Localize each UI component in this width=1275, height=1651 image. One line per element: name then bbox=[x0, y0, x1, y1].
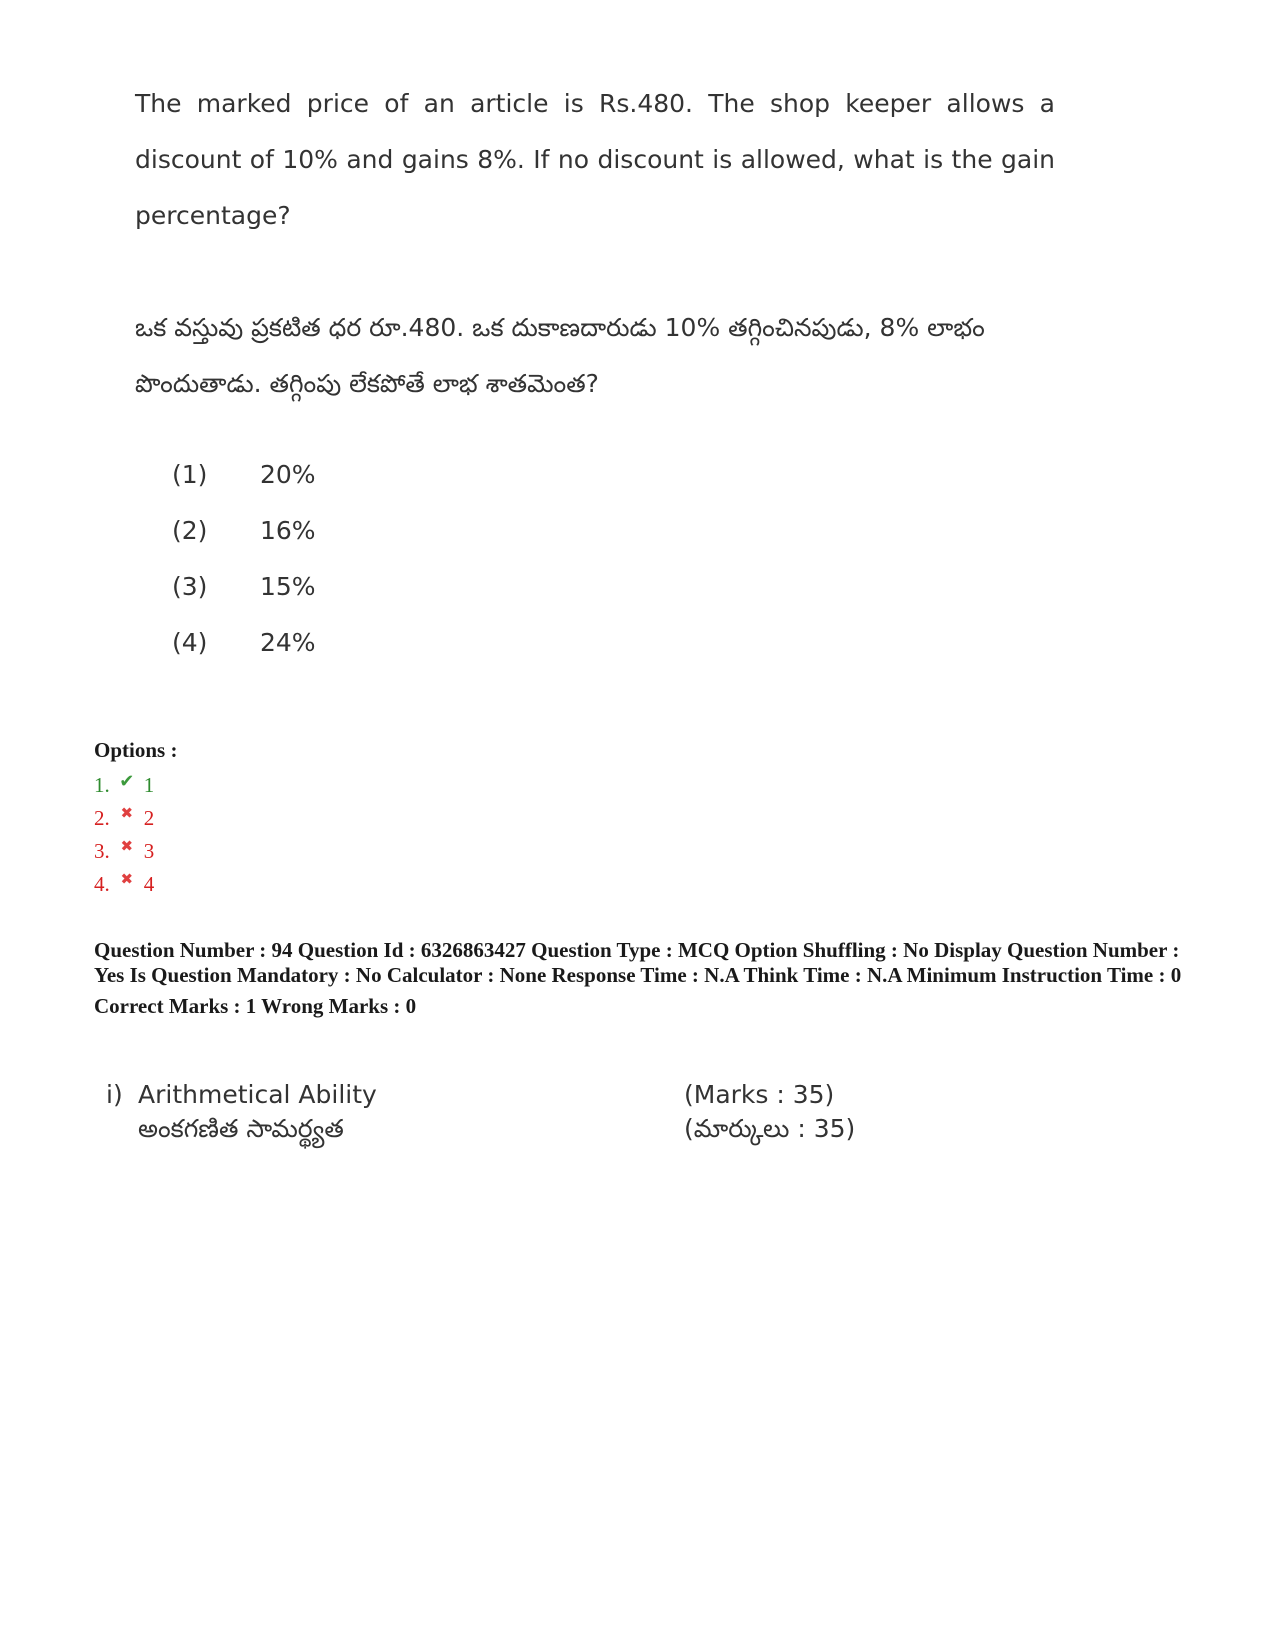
choice-text: 15% bbox=[260, 572, 316, 601]
cross-icon: ✖ bbox=[120, 872, 134, 888]
question-text-english: The marked price of an article is Rs.480. The shop keeper allows a discount of 10% and gains 8%. If no discount is allowed, what is the gain percentage? bbox=[135, 89, 1055, 230]
option-value: 2 bbox=[143, 806, 155, 830]
choice-row bbox=[172, 572, 316, 628]
answer-choices bbox=[172, 460, 316, 684]
choice-number: (4) bbox=[172, 628, 208, 657]
option-index: 3. bbox=[94, 839, 110, 863]
option-index: 1. bbox=[94, 773, 110, 797]
section-index: i) bbox=[106, 1079, 123, 1109]
choice-row bbox=[172, 628, 316, 684]
section-row-telugu bbox=[106, 1113, 906, 1151]
option-index: 2. bbox=[94, 806, 110, 830]
question-image bbox=[135, 76, 1055, 412]
choice-text: 16% bbox=[260, 516, 316, 545]
choice-number: (3) bbox=[172, 572, 208, 601]
check-icon: ✔ bbox=[119, 771, 135, 791]
section-row-english bbox=[106, 1075, 906, 1113]
cross-icon: ✖ bbox=[120, 806, 134, 822]
option-item bbox=[94, 868, 177, 901]
section-header-image bbox=[106, 1075, 906, 1151]
option-value: 4 bbox=[143, 872, 155, 896]
choice-text: 20% bbox=[260, 460, 316, 489]
question-details: Question Number : 94 Question Id : 6326863427 Question Type : MCQ Option Shuffling : No Display Question Number : Yes Is Question Mandatory : No Calculator : None Response Time : N.A Think Time : N.A Minimum Instruction Time : 0 bbox=[94, 938, 1182, 987]
options-label: Options : bbox=[94, 738, 178, 762]
option-value: 3 bbox=[143, 839, 155, 863]
cross-icon: ✖ bbox=[120, 839, 134, 855]
options-list bbox=[94, 737, 177, 901]
option-value: 1 bbox=[143, 773, 155, 797]
choice-text: 24% bbox=[260, 628, 316, 657]
question-metadata bbox=[94, 938, 1184, 1019]
section-name-telugu: అంకగణిత సామర్థ్యత bbox=[138, 1114, 344, 1143]
option-index: 4. bbox=[94, 872, 110, 896]
section-marks-telugu: (మార్కులు : 35) bbox=[684, 1114, 856, 1143]
marks-info: Correct Marks : 1 Wrong Marks : 0 bbox=[94, 994, 417, 1018]
choice-number: (1) bbox=[172, 460, 208, 489]
choice-number: (2) bbox=[172, 516, 208, 545]
choice-row bbox=[172, 516, 316, 572]
choice-row bbox=[172, 460, 316, 516]
section-marks-english: (Marks : 35) bbox=[684, 1079, 835, 1109]
question-text-telugu: ఒక వస్తువు ప్రకటిత ధర రూ.480. ఒక దుకాణదారుడు 10% తగ్గించినపుడు, 8% లాభం పొందుతాడు. తగ్గింపు లేకపోతే లాభ శాతమెంత? bbox=[135, 313, 985, 398]
section-name-english: Arithmetical Ability bbox=[138, 1079, 377, 1109]
